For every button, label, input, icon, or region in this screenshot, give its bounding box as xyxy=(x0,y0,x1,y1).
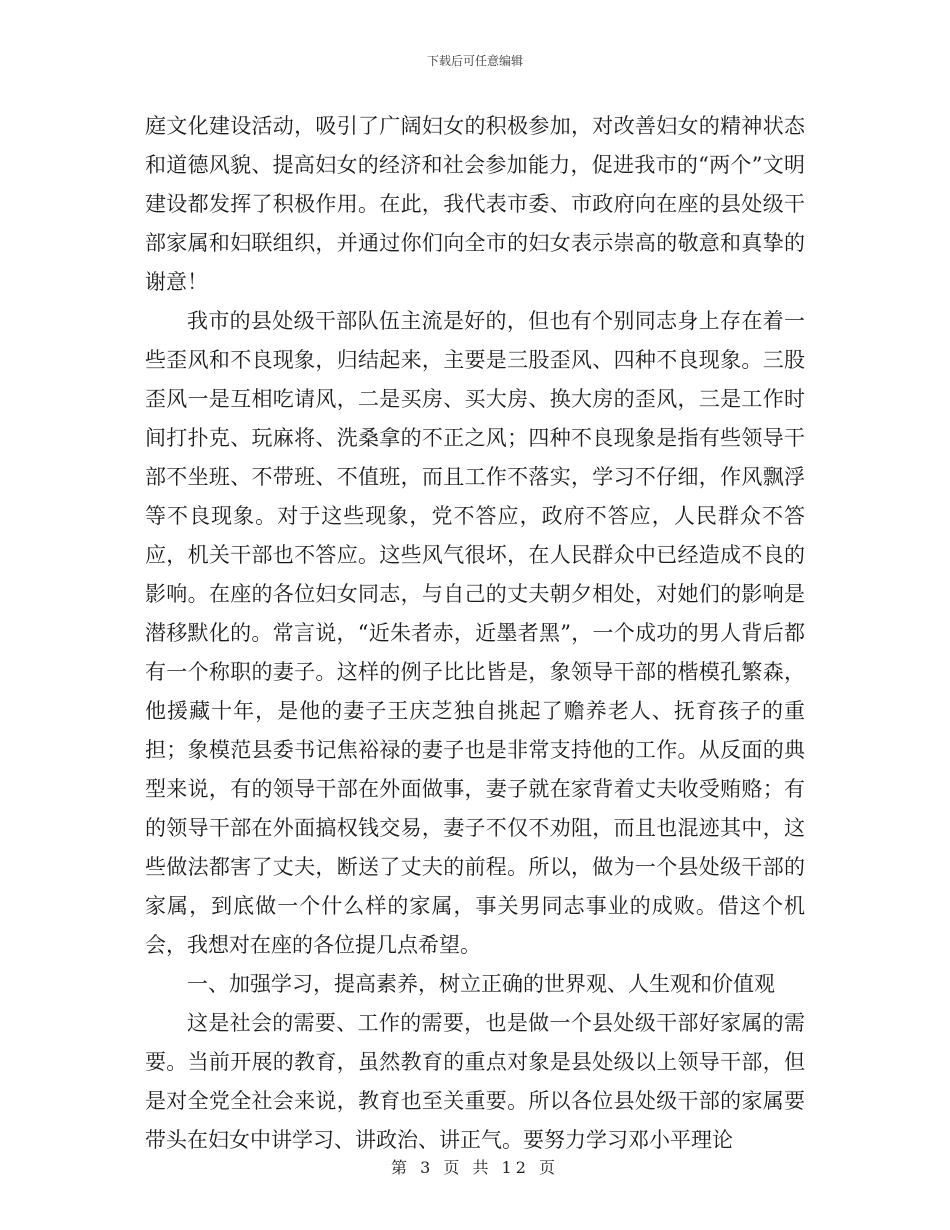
page-header-note: 下载后可任意编辑 xyxy=(426,54,523,68)
paragraph-2: 我市的县处级干部队伍主流是好的，但也有个别同志身上存在着一些歪风和不良现象，归结起来，主要是三股歪风、四种不良现象。三股歪风一是互相吃请风，二是买房、买大房、换大房的歪风，三是工作时间打扑克、玩麻将、洗桑拿的不正之风；四种不良现象是指有些领导干部不坐班、不带班、不值班，而且工作不落实，学习不仔细，作风飘浮等不良现象。对于这些现象，党不答应，政府不答应，人民群众不答应，机关干部也不答应。这些风气很坏，在人民群众中已经造成不良的影响。在座的各位妇女同志，与自己的丈夫朝夕相处，对她们的影响是潜移默化的。常言说，“近朱者赤，近墨者黑”，一个成功的男人背后都有一个称职的妻子。这样的例子比比皆是，象领导干部的楷模孔繁森，他援藏十年，是他的妻子王庆芝独自挑起了赡养老人、抚育孩子的重担；象模范县委书记焦裕禄的妻子也是非常支持他的工作。从反面的典型来说，有的领导干部在外面做事，妻子就在家背着丈夫收受贿赂；有的领导干部在外面搞权钱交易，妻子不仅不劝阻，而且也混迹其中，这些做法都害了丈夫，断送了丈夫的前程。所以，做为一个县处级干部的家属，到底做一个什么样的家属，事关男同志事业的成败。借这个机会，我想对在座的各位提几点希望。 xyxy=(145,309,805,957)
page-number-footer: 第 3 页 共 12 页 xyxy=(391,1158,559,1177)
paragraph-1: 庭文化建设活动，吸引了广阔妇女的积极参加，对改善妇女的精神状态和道德风貌、提高妇女的经济和社会参加能力，促进我市的“两个”文明建设都发挥了积极作用。在此，我代表市委、市政府向在座的县处级干部家属和妇联组织，并通过你们向全市的妇女表示崇高的敬意和真挚的谢意！ xyxy=(145,114,805,294)
section-heading-1: 一、加强学习，提高素养，树立正确的世界观、人生观和价值观 xyxy=(187,972,775,996)
paragraph-3: 这是社会的需要、工作的需要，也是做一个县处级干部好家属的需要。当前开展的教育，虽然教育的重点对象是县处级以上领导干部，但是对全党全社会来说，教育也至关重要。所以各位县处级干部的家属要带头在妇女中讲学习、讲政治、讲正气。要努力学习邓小平理论 xyxy=(145,1011,805,1152)
document-body xyxy=(145,107,805,1160)
